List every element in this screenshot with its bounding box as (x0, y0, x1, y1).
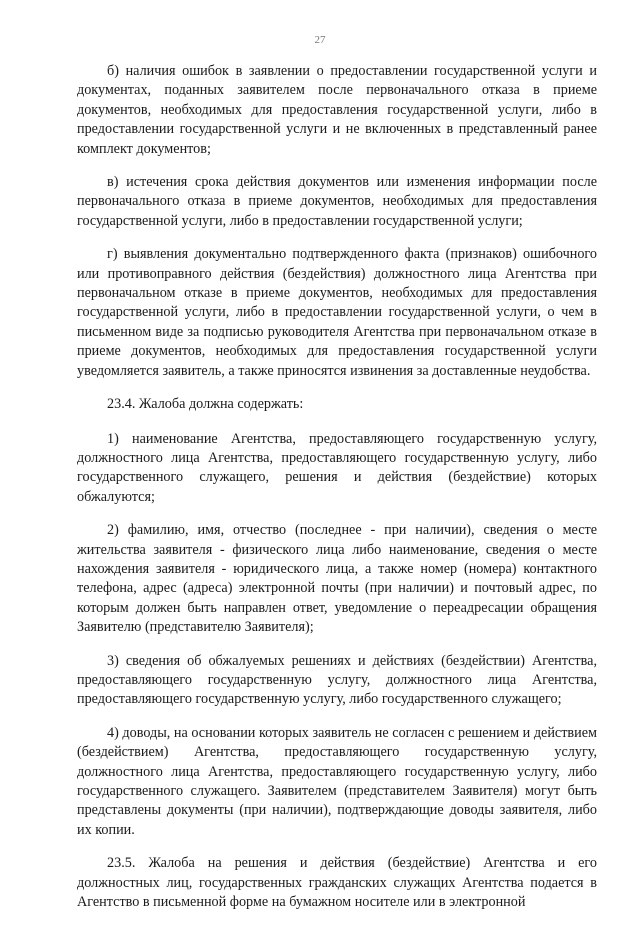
document-body (77, 62, 597, 926)
paragraph-v: в) истечения срока действия документов или изменения информации после первоначального отказа в приеме документов, необходимых для предоставления государственной услуги, либо в предоставлении государственной услуги; (77, 174, 597, 229)
paragraph-item-4: 4) доводы, на основании которых заявитель не согласен с решением и действием (бездействием) Агентства, предоставляющего государственную услугу, должностного лица Агентства, предоставляющего государственную услугу, либо государственного служащего. Заявителем (представителем Заявителя) могут быть представлены документы (при наличии), подтверждающие доводы заявителя, либо их копии. (77, 724, 597, 838)
section-23-5: 23.5. Жалоба на решения и действия (бездействие) Агентства и его должностных лиц, государственных гражданских служащих Агентства подается в Агентство в письменной форме на бумажном носителе или в электронной (77, 855, 597, 911)
section-23-4-heading: 23.4. Жалоба должна содержать: (107, 396, 304, 413)
page-number: 27 (314, 34, 326, 46)
paragraph-item-1: 1) наименование Агентства, предоставляющего государственную услугу, должностного лица Агентства, предоставляющего государственную услугу, либо государственного служащего, решения и действия (бездействие) которых обжалуются; (77, 430, 597, 505)
paragraph-item-2: 2) фамилию, имя, отчество (последнее - при наличии), сведения о месте жительства заявителя - физического лица либо наименование, сведения о месте нахождения заявителя - юридического лица, а также номер (номера) контактного телефона, адрес (адреса) электронной почты (при наличии) и почтовый адрес, по которым должен быть направлен ответ, уведомление о переадресации обращения Заявителю (представителю Заявителя); (77, 522, 597, 636)
paragraph-item-3: 3) сведения об обжалуемых решениях и действиях (бездействии) Агентства, предоставляющего государственную услугу, должностного лица Агентства, предоставляющего государственную услугу, либо государственного служащего; (77, 652, 597, 708)
paragraph-b: б) наличия ошибок в заявлении о предоставлении государственной услуги и документах, поданных заявителем после первоначального отказа в приеме документов, необходимых для предоставления государственной услуги, либо в предоставлении государственной услуги и не включенных в представленный ранее комплект документов; (77, 63, 597, 157)
paragraph-g: г) выявления документально подтвержденного факта (признаков) ошибочного или противоправного действия (бездействия) должностного лица Агентства при первоначальном отказе в приеме документов, необходимых для предоставления государственной услуги, либо в предоставлении государственной услуги, о чем в письменном виде за подписью руководителя Агентства при первоначальном отказе в приеме документов, необходимых для предоставления государственной услуги уведомляется заявитель, а также приносятся извинения за доставленные неудобства. (77, 246, 597, 379)
